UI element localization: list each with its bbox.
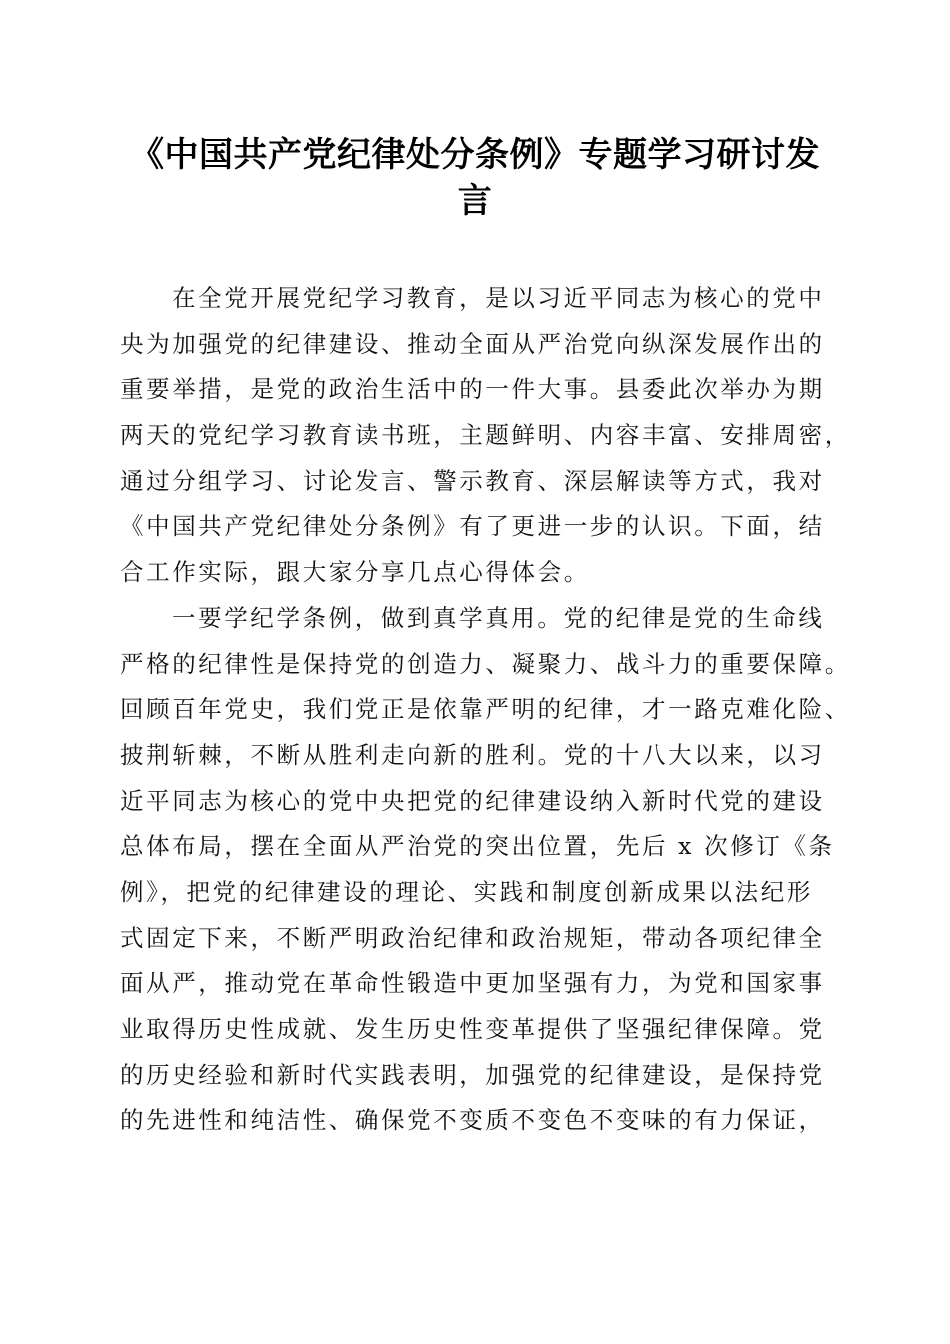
text-line: 的先进性和纯洁性、确保党不变质不变色不变味的有力保证， — [120, 1106, 825, 1135]
text-line: 两天的党纪学习教育读书班，主题鲜明、内容丰富、安排周密， — [120, 421, 851, 450]
text-line: 业取得历史性成就、发生历史性变革提供了坚强纪律保障。党 — [120, 1015, 825, 1043]
paragraph-intro — [120, 276, 851, 596]
text-line: 一要学纪学条例，做到真学真用。党的纪律是党的生命线 — [172, 603, 825, 632]
text-line: 式固定下来，不断严明政治纪律和政治规矩，带动各项纪律全 — [120, 923, 825, 952]
document-body — [120, 276, 851, 1144]
text-line: 重要举措，是党的政治生活中的一件大事。县委此次举办为期 — [120, 375, 825, 404]
text-line: 《中国共产党纪律处分条例》有了更进一步的认识。下面，结 — [120, 512, 825, 541]
text-line: 的历史经验和新时代实践表明，加强党的纪律建设，是保持党 — [120, 1060, 825, 1089]
text-line: 央为加强党的纪律建设、推动全面从严治党向纵深发展作出的 — [120, 329, 825, 358]
text-line: 近平同志为核心的党中央把党的纪律建设纳入新时代党的建设 — [120, 786, 825, 815]
text-line: 合工作实际，跟大家分享几点心得体会。 — [120, 558, 590, 587]
text-line: 通过分组学习、讨论发言、警示教育、深层解读等方式，我对 — [120, 466, 825, 495]
document-title — [100, 132, 850, 224]
paragraph-point-one — [120, 596, 851, 1144]
text-line: 回顾百年党史，我们党正是依靠严明的纪律，才一路克难化险、 — [120, 695, 851, 724]
text-line: 严格的纪律性是保持党的创造力、凝聚力、战斗力的重要保障。 — [120, 649, 851, 678]
text-line: 披荆斩棘，不断从胜利走向新的胜利。党的十八大以来，以习 — [120, 740, 825, 769]
title-line: 言 — [457, 181, 493, 221]
text-line: 总体布局，摆在全面从严治党的突出位置，先后 x 次修订《条 — [120, 832, 835, 861]
title-line: 《中国共产党纪律处分条例》专题学习研讨发 — [130, 135, 820, 175]
text-line: 在全党开展党纪学习教育，是以习近平同志为核心的党中 — [172, 284, 825, 312]
text-line: 例》，把党的纪律建设的理论、实践和制度创新成果以法纪形 — [120, 877, 813, 906]
text-line: 面从严，推动党在革命性锻造中更加坚强有力，为党和国家事 — [120, 969, 825, 998]
